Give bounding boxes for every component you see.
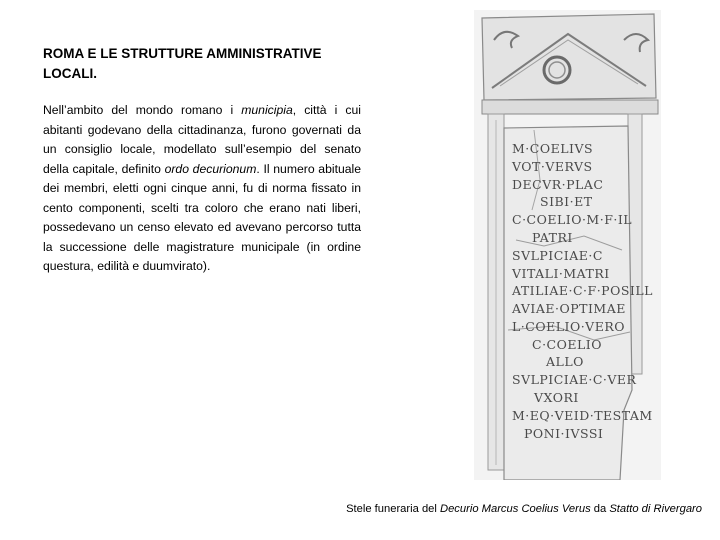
paragraph-part-3: . Il numero abituale dei membri, eletti ogni cinque anni, fu di norma fissato in cento componenti, scelti tra coloro che erano nati liberi, possedevano un censo elevato ed avevano percorso tutta la successione delle magistrature municipale (in ordine questura, edilità e duumvirato). [43, 161, 361, 273]
stele-drawing [474, 10, 661, 480]
caption-italic-1: Decurio Marcus Coelius Verus [440, 503, 591, 515]
caption-part-2: da [590, 503, 610, 515]
body-paragraph [43, 101, 361, 277]
stele-illustration [474, 10, 661, 480]
caption-italic-2: Statto di Rivergaro [609, 503, 702, 515]
inscription-line: DECVR·PLAC [512, 177, 604, 192]
inscription-line: L·COELIO·VERO [512, 319, 625, 334]
inscription-line: ALLO [546, 354, 584, 369]
inscription-line: VOT·VERVS [512, 159, 593, 174]
caption-part-1: Stele funeraria del [346, 503, 440, 515]
inscription-line: PATRI [532, 230, 573, 245]
paragraph-part-1: Nell’ambito del mondo romano i [43, 103, 242, 117]
inscription-line: SVLPICIAE·C [512, 248, 603, 263]
term-ordo-decurionum: ordo decurionum [164, 161, 257, 176]
title-line-1: ROMA E LE STRUTTURE AMMINISTRATIVE [43, 46, 322, 61]
inscription-line: SVLPICIAE·C·VER [512, 372, 637, 387]
paragraph-part-2: , città i cui abitanti godevano della cittadinanza, furono governati da un consiglio locale, modellato sull’esempio del senato della capitale, definito [43, 103, 361, 176]
inscription-line: C·COELIO·M·F·IL [512, 212, 633, 227]
inscription-line: M·COELIVS [512, 141, 594, 156]
inscription-line: ATILIAE·C·F·POSILL [512, 283, 653, 298]
inscription-line: VITALI·MATRI [512, 266, 610, 281]
inscription-line: PONI·IVSSI [524, 426, 604, 441]
inscription-line: SIBI·ET [540, 194, 593, 209]
page-title [43, 44, 373, 84]
figure-caption [346, 503, 702, 515]
inscription-line: VXORI [534, 390, 579, 405]
inscription-line: AVIAE·OPTIMAE [512, 301, 626, 316]
inscription-line: C·COELIO [532, 337, 602, 352]
cornice [482, 100, 658, 114]
title-line-2: LOCALI. [43, 66, 97, 81]
term-municipia: municipia [241, 103, 293, 117]
inscription-line: M·EQ·VEID·TESTAM [512, 408, 653, 423]
pediment-block [482, 14, 656, 100]
